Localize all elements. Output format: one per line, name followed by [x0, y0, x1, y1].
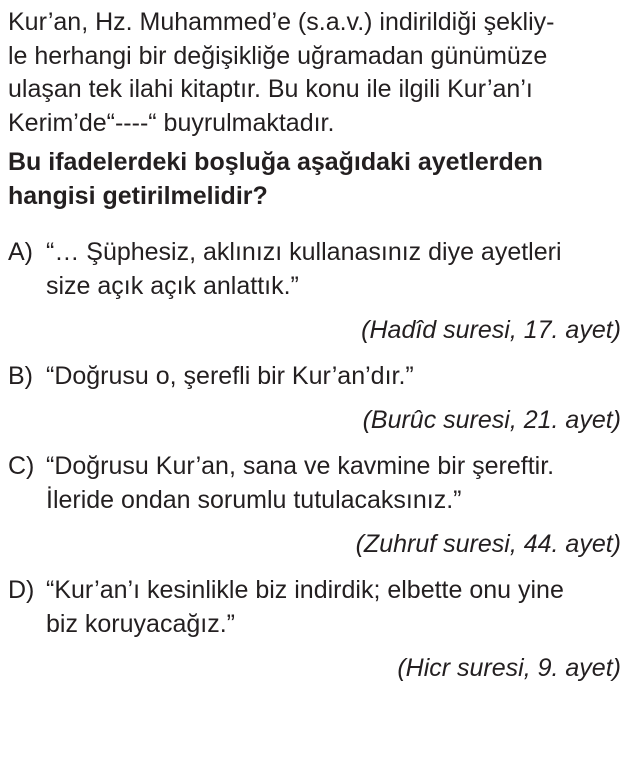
option-b-citation: (Burûc suresi, 21. ayet) [362, 406, 621, 434]
answer-options [8, 235, 621, 685]
question-prompt [8, 146, 621, 213]
prompt-line: Bu ifadelerdeki boşluğa aşağıdaki ayetlerden [8, 148, 543, 176]
prompt-line: hangisi getirilmelidir? [8, 181, 268, 210]
option-line: size açık açık anlattık.” [46, 272, 299, 300]
option-c[interactable] [8, 449, 621, 517]
option-letter: A) [8, 238, 33, 266]
stem-line: le herhangi bir değişikliğe uğramadan günümüze [8, 41, 548, 70]
stem-line: Kerim’de“----“ buyrulmaktadır. [8, 108, 335, 137]
question-stem [8, 6, 621, 140]
stem-line: ulaşan tek ilahi kitaptır. Bu konu ile ilgili Kur’an’ı [8, 75, 533, 103]
option-text [46, 235, 621, 303]
option-line: “… Şüphesiz, aklınızı kullanasınız diye ayetleri [46, 238, 562, 266]
option-d[interactable] [8, 573, 621, 641]
stem-line: Kur’an, Hz. Muhammed’e (s.a.v.) indirildiği şekliy- [8, 8, 555, 36]
option-text [46, 449, 621, 517]
option-a[interactable] [8, 235, 621, 303]
option-c-citation: (Zuhruf suresi, 44. ayet) [355, 530, 621, 558]
option-line: “Doğrusu o, şerefli bir Kur’an’dır.” [46, 362, 414, 390]
option-text [46, 359, 621, 393]
option-line: biz koruyacağız.” [46, 610, 235, 638]
option-letter: C) [8, 452, 35, 480]
option-text [46, 573, 621, 641]
option-d-citation: (Hicr suresi, 9. ayet) [397, 654, 621, 682]
option-line: “Doğrusu Kur’an, sana ve kavmine bir şereftir. [46, 452, 555, 480]
option-a-citation: (Hadîd suresi, 17. ayet) [361, 316, 621, 344]
option-letter: D) [8, 576, 35, 604]
option-line: “Kur’an’ı kesinlikle biz indirdik; elbette onu yine [46, 576, 564, 604]
option-line: İleride ondan sorumlu tutulacaksınız.” [46, 486, 462, 514]
option-b[interactable] [8, 359, 621, 393]
option-letter: B) [8, 362, 33, 390]
